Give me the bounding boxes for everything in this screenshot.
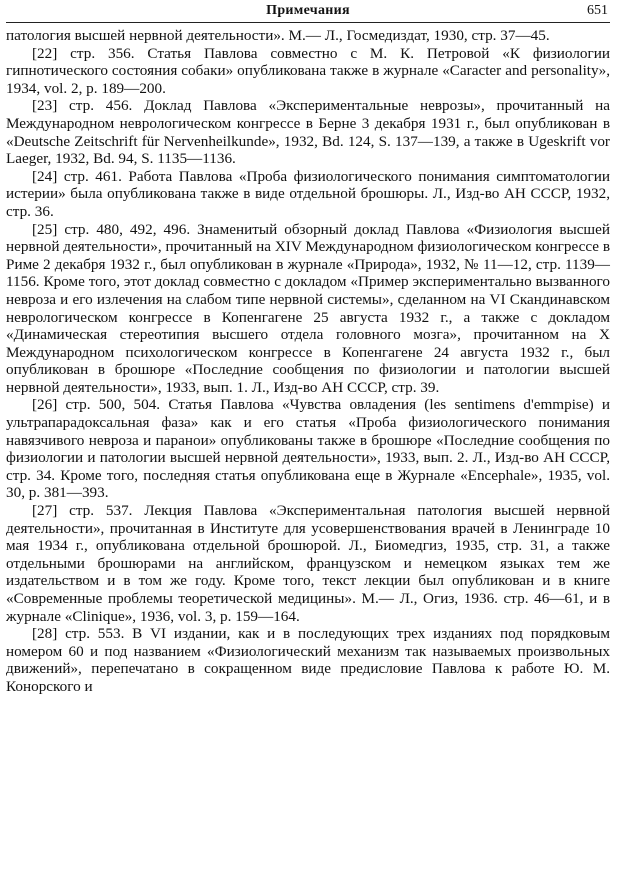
note-22: [22] стр. 356. Статья Павлова совместно с М. К. Петровой «К физиологии гипнотического состояния собаки» опубликована также в журнале «Caracter and personality», 1934, vol. 2, p. 189—200. xyxy=(6,44,610,97)
note-24: [24] стр. 461. Работа Павлова «Проба физиологического понимания симптоматологии истерии» была опубликована также в виде отдельной брошюры. Л., Изд-во АН СССР, 1932, стр. 36. xyxy=(6,167,610,220)
note-continuation: патология высшей нервной деятельности». М.— Л., Госмедиздат, 1930, стр. 37—45. xyxy=(6,27,550,44)
note-28: [28] стр. 553. В VI издании, как и в последующих трех изданиях под порядковым номером 60 и под названием «Физиологический механизм так называемых произвольных движений», перепечатано в сокращенном виде предисловие Павлова к работе Ю. М. Конорского и xyxy=(6,625,610,695)
notes-body xyxy=(6,27,610,696)
page-title: Примечания xyxy=(266,3,350,18)
note-23: [23] стр. 456. Доклад Павлова «Экспериментальные неврозы», прочитанный на Международном неврологическом конгрессе в Берне 3 декабря 1931 г., был опубликован в «Deutsche Zeitschrift für Nervenheilkunde», 1932, Bd. 124, S. 137—139, а также в Ugeskrift vor Laeger, 1932, Bd. 94, S. 1135—1136. xyxy=(6,97,610,168)
note-25: [25] стр. 480, 492, 496. Знаменитый обзорный доклад Павлова «Физиология высшей нервной деятельности», прочитанный на XIV Международном физиологическом конгрессе в Риме 2 декабря 1932 г., был опубликован в журнале «Природа», 1932, № 11—12, стр. 1139—1156. Кроме того, этот доклад совместно с докладом «Пример экспериментально вызванного невроза и его излечения на слабом типе нервной системы», сделанном на VI Скандинавском неврологическом конгрессе в Копенгагене 25 августа 1932 г., а также с докладом «Динамическая стереотипия высшего отдела головного мозга», прочитанном на X Международном психологическом конгрессе в Копенгагене 24 августа 1932 г., был опубликован в брошюре «Последние сообщения по физиологии и патологии высшей нервной деятельности», 1933, вып. 1. Л., Изд-во АН СССР, стр. 39. xyxy=(6,220,610,396)
note-26: [26] стр. 500, 504. Статья Павлова «Чувства овладения (les sentimens d'emmpise) и ультрапарадоксальная фаза» как и его статья «Проба физиологического понимания навязчивого невроза и паранои» опубликованы также в брошюре «Последние сообщения по физиологии и патологии высшей нервной деятельности», 1933, вып. 2. Л., Изд-во АН СССР, стр. 34. Кроме того, последняя статья опубликована еще в Журнале «Encephale», 1935, vol. 30, p. 381—393. xyxy=(6,396,610,502)
page-number: 651 xyxy=(587,3,608,18)
note-27: [27] стр. 537. Лекция Павлова «Экспериментальная патология высшей нервной деятельности», прочитанная в Институте для усовершенствования врачей в Ленинграде 10 мая 1934 г., опубликована отдельной брошюрой. Л., Биомедгиз, 1935, стр. 31, а также отдельными брошюрами на английском, французском и немецком языках тем же издательством и в том же году. Кроме того, текст лекции был опубликован и в книге «Современные проблемы теоретической медицины». М.— Л., Огиз, 1936. стр. 46—61, и в журнале «Clinique», 1936, vol. 3, p. 159—164. xyxy=(6,502,610,625)
running-head xyxy=(6,0,610,23)
